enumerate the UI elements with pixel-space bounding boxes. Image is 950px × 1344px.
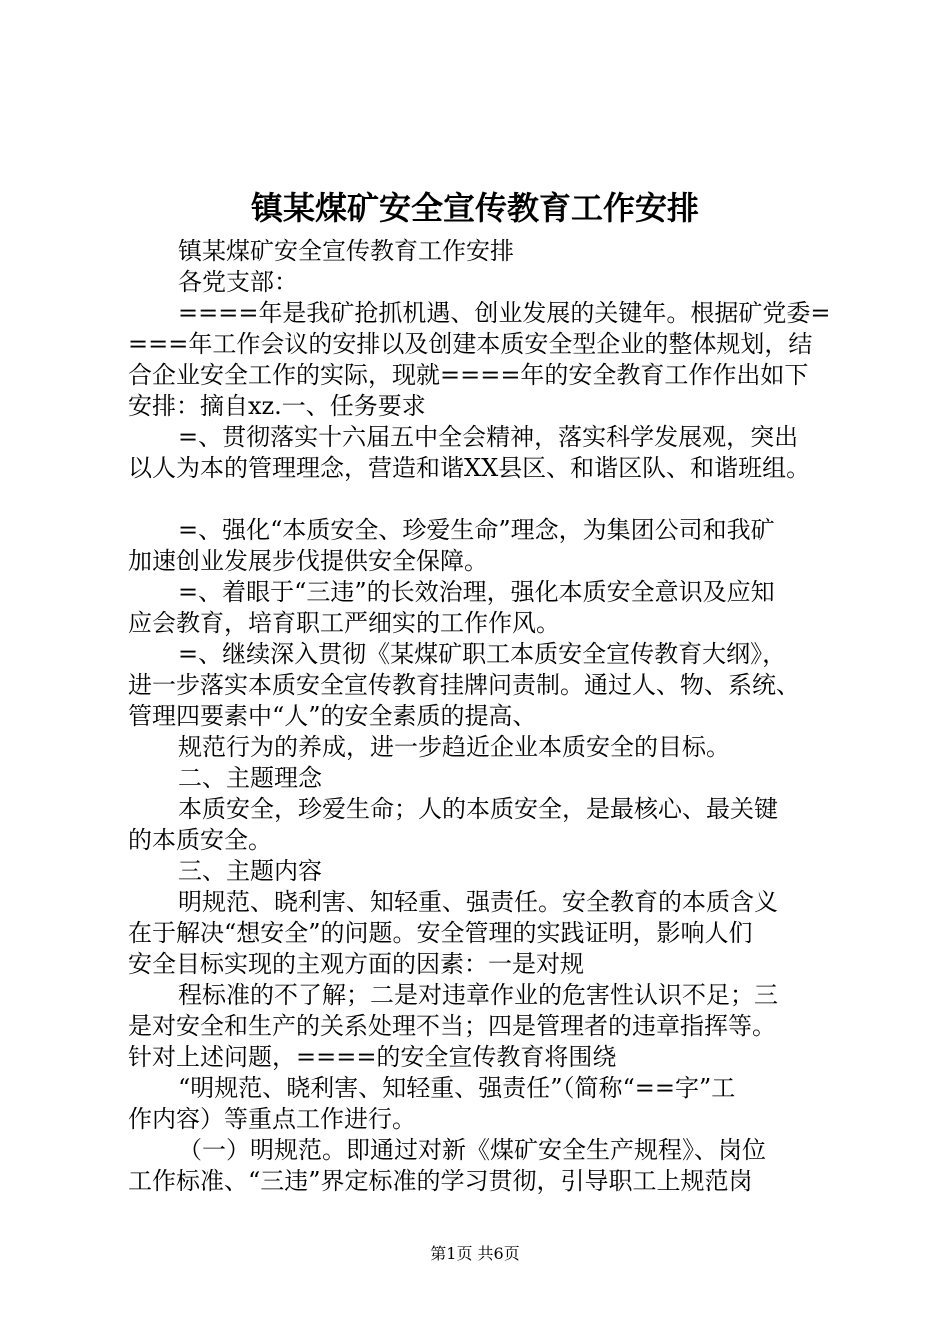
paragraph-line: 的本质安全。 [128, 826, 272, 854]
paragraph-line: 本质安全，珍爱生命；人的本质安全，是最核心、最关键 [178, 795, 778, 823]
paragraph-line: 工作标准、“三违”界定标准的学习贯彻，引导职工上规范岗 [128, 1167, 753, 1195]
paragraph-line: ====年是我矿抢抓机遇、创业发展的关键年。根据矿党委= [178, 299, 831, 327]
paragraph-line: 应会教育，培育职工严细实的工作作风。 [128, 609, 560, 637]
paragraph-line: 作内容）等重点工作进行。 [128, 1105, 416, 1133]
paragraph-line: 安全目标实现的主观方面的因素：一是对规 [128, 950, 584, 978]
document-body [128, 236, 848, 1197]
page-footer: 第1页 共6页 [430, 1244, 520, 1263]
paragraph-line: 以人为本的管理理念，营造和谐XX县区、和谐区队、和谐班组。 [128, 454, 811, 482]
paragraph-line: 二、主题理念 [178, 764, 322, 792]
paragraph-line: （一）明规范。即通过对新《煤矿安全生产规程》、岗位 [178, 1136, 766, 1164]
document-title: 镇某煤矿安全宣传教育工作安排 [250, 189, 699, 227]
paragraph-line: 三、主题内容 [178, 857, 322, 885]
paragraph-line: 安排：摘自xz.一、任务要求 [128, 392, 426, 420]
paragraph-line: 针对上述问题，====的安全宣传教育将围绕 [128, 1043, 617, 1071]
paragraph-line: =、强化“本质安全、珍爱生命”理念，为集团公司和我矿 [178, 516, 775, 544]
paragraph-line: 镇某煤矿安全宣传教育工作安排 [178, 237, 514, 265]
paragraph-line: 各党支部： [178, 268, 298, 296]
paragraph-line: 程标准的不了解；二是对违章作业的危害性认识不足；三 [178, 981, 778, 1009]
paragraph-line: =、着眼于“三违”的长效治理，强化本质安全意识及应知 [178, 578, 775, 606]
paragraph-line: 加速创业发展步伐提供安全保障。 [128, 547, 488, 575]
paragraph-line: 明规范、晓利害、知轻重、强责任。安全教育的本质含义 [178, 888, 778, 916]
paragraph-line: =、继续深入贯彻《某煤矿职工本质安全宣传教育大纲》， [178, 640, 787, 668]
paragraph-line: 管理四要素中“人”的安全素质的提高、 [128, 702, 537, 730]
paragraph-line: 在于解决“想安全”的问题。安全管理的实践证明，影响人们 [128, 919, 753, 947]
paragraph-line: “明规范、晓利害、知轻重、强责任”（简称“==字”工 [178, 1074, 736, 1102]
paragraph-line: 合企业安全工作的实际，现就====年的安全教育工作作出如下 [128, 361, 809, 389]
paragraph-line: 是对安全和生产的关系处理不当；四是管理者的违章指挥等。 [128, 1012, 776, 1040]
paragraph-line [128, 484, 848, 515]
paragraph-line: 进一步落实本质安全宣传教育挂牌问责制。通过人、物、系统、 [128, 671, 800, 699]
paragraph-line: ===年工作会议的安排以及创建本质安全型企业的整体规划，结 [128, 330, 813, 358]
paragraph-line: =、贯彻落实十六届五中全会精神，落实科学发展观，突出 [178, 423, 799, 451]
paragraph-line: 规范行为的养成，进一步趋近企业本质安全的目标。 [178, 733, 730, 761]
